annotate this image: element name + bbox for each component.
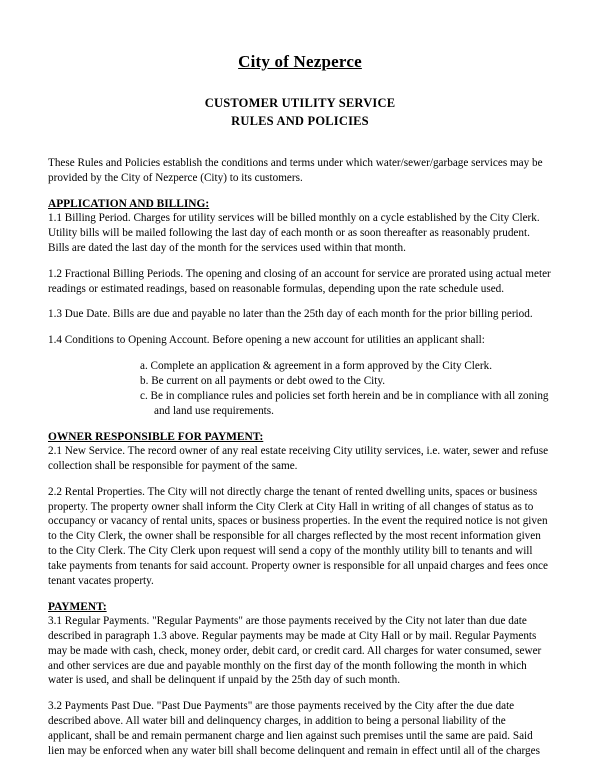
paragraph-1-4: 1.4 Conditions to Opening Account. Before opening a new account for utilities an applicant shall:: [48, 334, 485, 347]
paragraph-2-1: 2.1 New Service. The record owner of any real estate receiving City utility services, i.e. water, sewer and refuse collection shall be responsible for payment of the same.: [48, 444, 549, 472]
conditions-list: [48, 359, 552, 419]
section-heading-application-and-billing: APPLICATION AND BILLING:: [48, 198, 210, 211]
paragraph-2-2: 2.2 Rental Properties. The City will not directly charge the tenant of rented dwelling units, spaces or business property. The property owner shall inform the City Clerk at City Hall in writing of all changes of status as to occupancy or vacancy of rental units, spaces or business properties. In the event the required notice is not given to the City Clerk, the owner shall be responsible for all charges reflected by the most recent information given to the City Clerk. The City Clerk upon request will send a copy of the monthly utility bill to tenants and will take payments from tenants for said account. Property owner is responsible for all unpaid charges and fees once tenant vacates property.: [48, 485, 548, 587]
paragraph-3-2: 3.2 Payments Past Due. "Past Due Payments" are those payments received by the City after the due date described above. All water bill and delinquency charges, in addition to being a personal liability of the applicant, shall be and remain permanent charge and lien against such premises until the same are paid. Said lien may be enforced when any water bill shall become delinquent and remain in effect until all of the charges: [48, 700, 540, 757]
section-heading-owner-responsible-for-payment: OWNER RESPONSIBLE FOR PAYMENT:: [48, 430, 264, 443]
section-heading-payment: PAYMENT:: [48, 600, 107, 613]
subtitle-line-2: RULES AND POLICIES: [231, 114, 369, 129]
list-item: a. Complete an application & agreement in a form approved by the City Clerk.: [140, 360, 492, 373]
subtitle-line-1: CUSTOMER UTILITY SERVICE: [204, 96, 396, 110]
intro-paragraph: These Rules and Policies establish the conditions and terms under which water/sewer/garbage services may be provided by the City of Nezperce (City) to its customers.: [48, 157, 543, 185]
document-subtitle: [48, 94, 552, 130]
list-item: b. Be current on all payments or debt owed to the City.: [140, 375, 386, 388]
page-title: City of Nezperce: [238, 52, 362, 71]
paragraph-1-3: 1.3 Due Date. Bills are due and payable no later than the 25th day of each month for the prior billing period.: [48, 308, 533, 321]
paragraph-3-1: 3.1 Regular Payments. "Regular Payments" are those payments received by the City not later than due date described in paragraph 1.3 above. Regular payments may be made at City Hall or by mail. Regular Payments may be made with cash, check, money order, debit card, or credit card. All charges for water consumed, sewer and other services are due and payable monthly on the first day of the month following the month in which water is used, and shall be delinquent if unpaid by the 25th day of such month.: [48, 614, 542, 687]
paragraph-1-2: 1.2 Fractional Billing Periods. The opening and closing of an account for service are prorated using actual meter readings or estimated readings, based on reasonable formulas, depending upon the rate schedule used.: [48, 267, 551, 295]
list-item: c. Be in compliance rules and policies set forth herein and be in compliance with all zoning and land use requirements.: [140, 390, 549, 417]
paragraph-1-1: 1.1 Billing Period. Charges for utility services will be billed monthly on a cycle established by the City Clerk. Utility bills will be mailed following the last day of each month or as soon thereafter as reasonably prudent. Bills are dated the last day of the month for the services used within that month.: [48, 212, 540, 254]
